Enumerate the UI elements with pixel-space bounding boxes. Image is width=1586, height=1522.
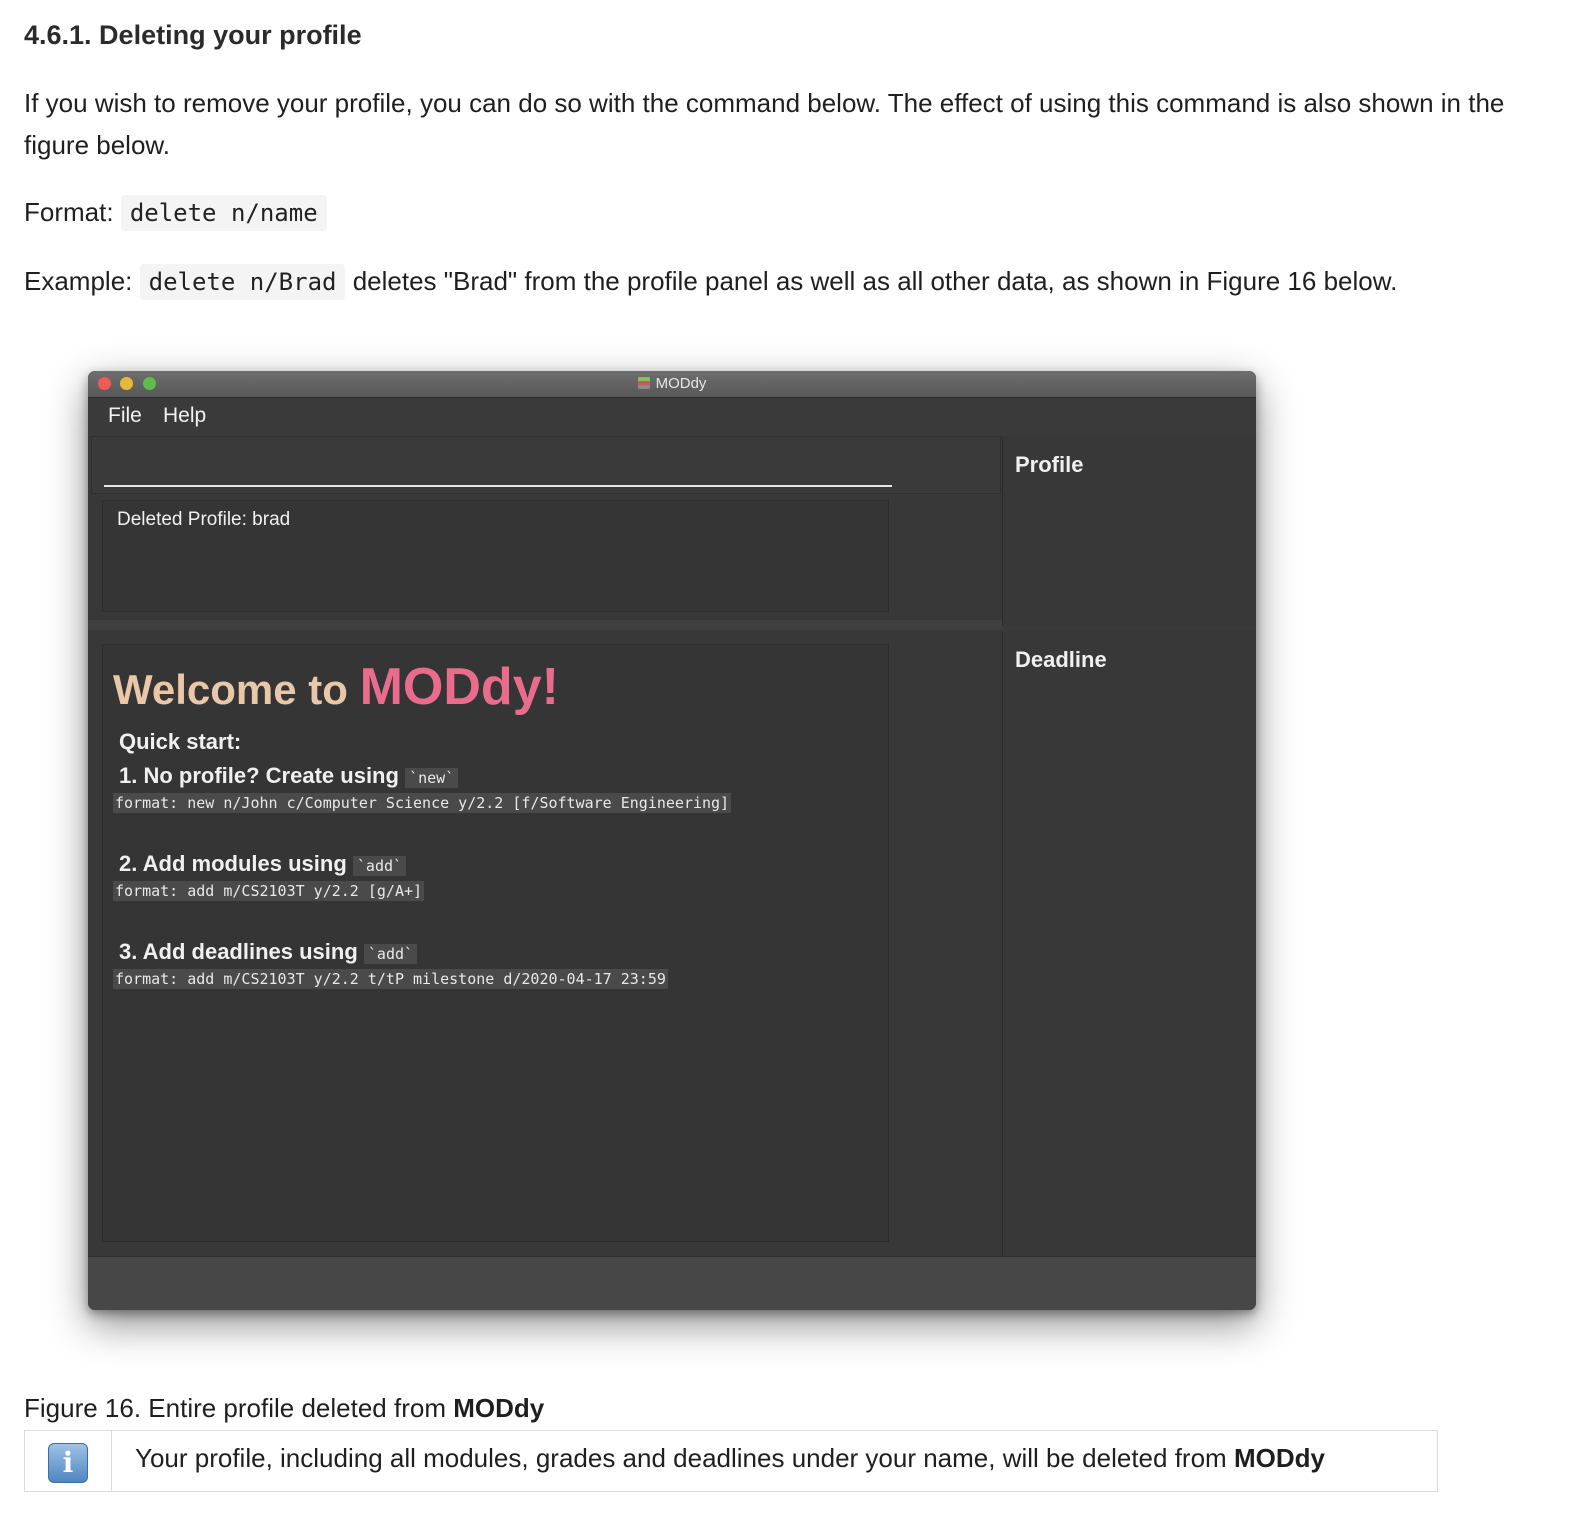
status-bar — [88, 1256, 1256, 1310]
info-note — [24, 1430, 1438, 1492]
intro-paragraph: If you wish to remove your profile, you can do so with the command below. The effect of using this command is also shown in the figure below. — [24, 88, 1505, 160]
right-column — [1002, 436, 1256, 1256]
welcome-panel — [102, 644, 889, 1242]
step-2-title — [119, 851, 406, 877]
step-3-text: 3. Add deadlines using — [119, 939, 358, 964]
window-title — [88, 375, 1256, 392]
welcome-title — [113, 657, 559, 717]
step-1-command: `new` — [405, 768, 458, 788]
welcome-prefix: Welcome to — [113, 666, 348, 713]
splitter[interactable] — [88, 620, 1002, 630]
menu-bar — [88, 398, 1256, 436]
note-body: Your profile, including all modules, grades and deadlines under your name, will be deleted from — [135, 1443, 1227, 1473]
quick-start-heading: Quick start: — [119, 729, 242, 754]
step-2-command: `add` — [353, 856, 406, 876]
step-1-title — [119, 763, 458, 789]
left-column — [88, 436, 1002, 1256]
step-3-title — [119, 939, 417, 965]
window-titlebar — [88, 371, 1256, 398]
info-icon: i — [48, 1443, 88, 1483]
example-label: Example: — [24, 266, 133, 296]
note-text — [135, 1443, 1325, 1474]
caption-text: Figure 16. Entire profile deleted from — [24, 1393, 446, 1423]
profile-panel — [1002, 436, 1256, 626]
command-box[interactable] — [91, 436, 1001, 494]
step-2-format: format: add m/CS2103T y/2.2 [g/A+] — [115, 882, 423, 900]
app-icon — [638, 377, 650, 389]
format-label: Format: — [24, 197, 114, 227]
menu-help[interactable]: Help — [163, 404, 207, 427]
profile-panel-title: Profile — [1015, 452, 1084, 477]
step-3-command: `add` — [364, 944, 417, 964]
example-text: deletes "Brad" from the profile panel as well as all other data, as shown in Figure 16 below. — [352, 266, 1398, 296]
step-1-text: 1. No profile? Create using — [119, 763, 399, 788]
menu-file[interactable]: File — [108, 404, 142, 427]
example-code: delete n/Brad — [140, 264, 346, 300]
app-window-screenshot — [88, 371, 1256, 1310]
welcome-app-name: MODdy! — [359, 658, 559, 716]
result-display — [102, 500, 889, 612]
result-text: Deleted Profile: brad — [117, 509, 291, 530]
command-input[interactable] — [104, 485, 892, 487]
step-1-format: format: new n/John c/Computer Science y/2.2 [f/Software Engineering] — [115, 794, 730, 812]
note-bold: MODdy — [1233, 1443, 1325, 1473]
deadline-panel — [1002, 631, 1256, 1256]
caption-bold: MODdy — [453, 1393, 545, 1423]
section-heading: 4.6.1. Deleting your profile — [24, 20, 362, 50]
format-code: delete n/name — [121, 195, 327, 231]
window-title-text: MODdy — [655, 375, 707, 392]
deadline-panel-title: Deadline — [1015, 647, 1107, 672]
step-3-format: format: add m/CS2103T y/2.2 t/tP milestone d/2020-04-17 23:59 — [115, 970, 666, 988]
example-line — [24, 261, 1397, 302]
figure-caption — [24, 1390, 544, 1426]
step-2-text: 2. Add modules using — [119, 851, 347, 876]
format-line — [24, 192, 327, 233]
note-icon-cell — [25, 1431, 112, 1491]
